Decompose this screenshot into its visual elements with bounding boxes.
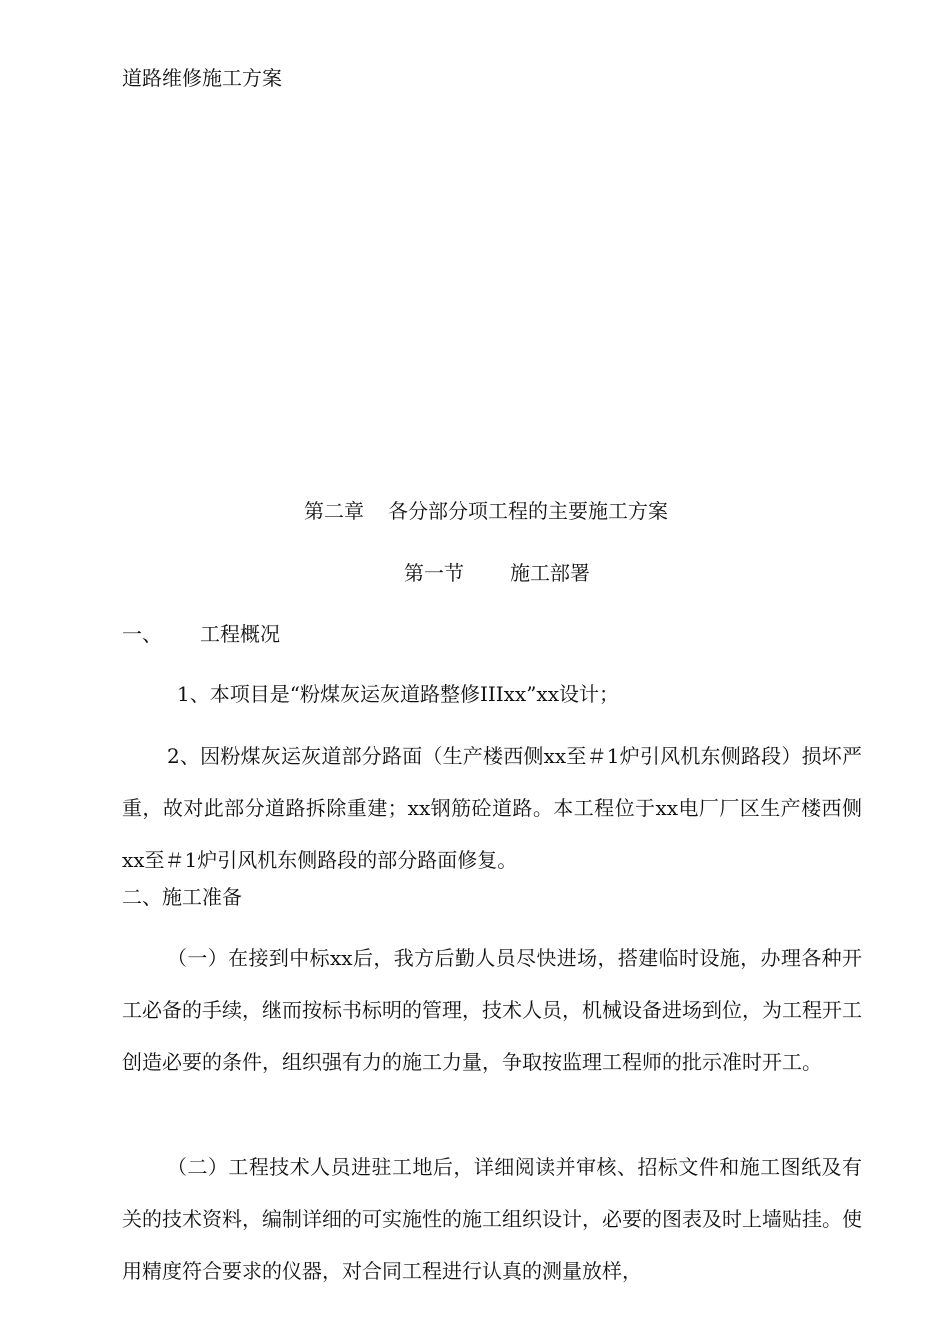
paragraph: （一）在接到中标xx后，我方后勤人员尽快进场，搭建临时设施，办理各种开工必备的手续，继而按标书标明的管理，技术人员，机械设备进场到位，为工程开工创造必要的条件，组织强有力的施工力量，争取按监理工程师的批示准时开工。 — [122, 946, 862, 1074]
part1-title: 工程概况 — [200, 622, 280, 646]
part1-label: 一、 — [122, 622, 162, 646]
chapter-title: 各分部分项工程的主要施工方案 — [388, 499, 668, 523]
chapter-heading — [0, 498, 950, 524]
section-title: 施工部署 — [510, 561, 590, 585]
section-heading — [0, 560, 950, 586]
part1-heading — [122, 621, 280, 647]
chapter-label: 第二章 — [304, 499, 364, 523]
paragraph: （二）工程技术人员进驻工地后，详细阅读并审核、招标文件和施工图纸及有关的技术资料，编制详细的可实施性的施工组织设计，必要的图表及时上墙贴挂。使用精度符合要求的仪器，对合同工程进行认真的测量放样， — [122, 1155, 862, 1283]
part2-heading: 二、施工准备 — [122, 885, 242, 909]
section-label: 第一节 — [404, 561, 464, 585]
paragraph: 2、因粉煤灰运灰道部分路面（生产楼西侧xx至＃1炉引风机东侧路段）损坏严重，故对此部分道路拆除重建；xx钢筋砼道路。本工程位于xx电厂厂区生产楼西侧xx至＃1炉引风机东侧路段的部分路面修复。 — [122, 744, 862, 872]
paragraph: 1、本项目是“粉煤灰运灰道路整修IIIxx”xx设计； — [177, 682, 619, 706]
document-title: 道路维修施工方案 — [122, 66, 282, 90]
